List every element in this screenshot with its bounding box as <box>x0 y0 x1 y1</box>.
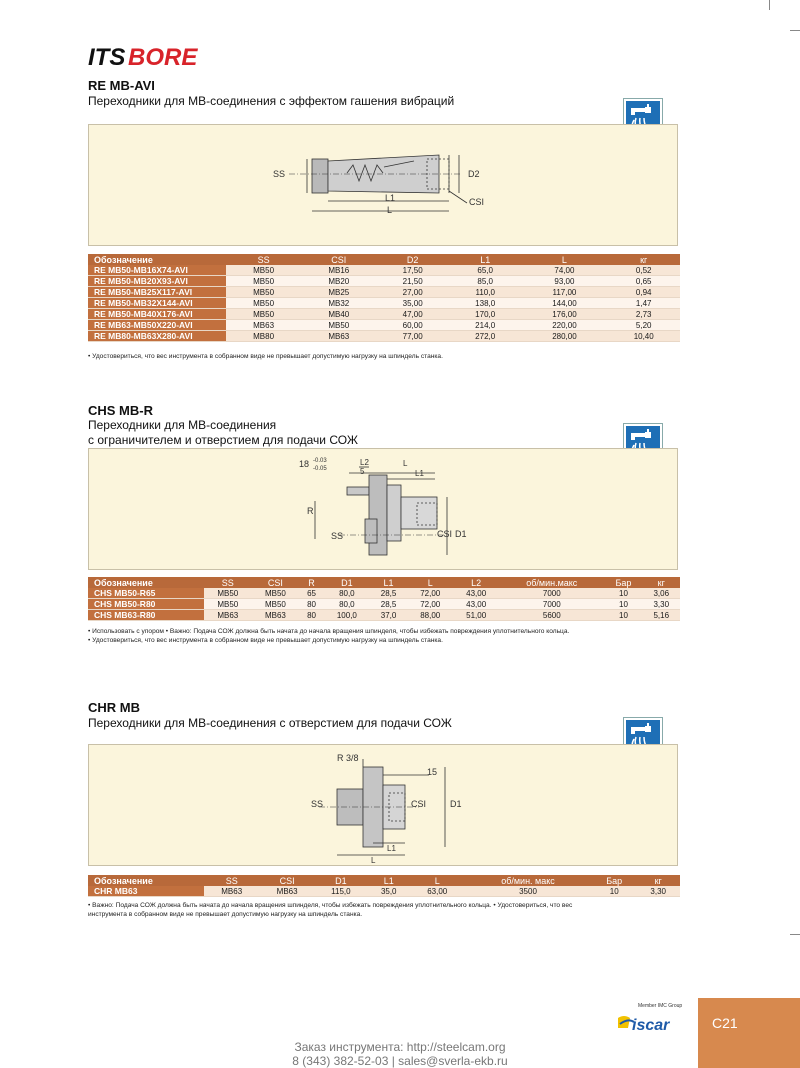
drawing-label-csi: CSI <box>469 197 485 207</box>
drawing-label-l1: L1 <box>385 193 396 203</box>
spec-table-chs <box>88 577 680 621</box>
table-row <box>88 320 680 331</box>
cell: 28,5 <box>370 588 407 599</box>
cell: MB20 <box>301 276 376 287</box>
col-header-d2: D2 <box>376 254 449 265</box>
drawing-label-d1: D1 <box>455 529 467 539</box>
cell: 65 <box>299 588 324 599</box>
drawing-label-15: 15 <box>427 767 438 777</box>
table-header-row <box>88 875 680 886</box>
table-row <box>88 265 680 276</box>
cell: 47,00 <box>376 309 449 320</box>
drawing-label-ss: SS <box>273 169 286 179</box>
cell: 80 <box>299 599 324 610</box>
col-header-l1: L1 <box>367 875 411 886</box>
cell: 5600 <box>499 610 604 621</box>
table-row <box>88 610 680 621</box>
cell: MB80 <box>226 331 301 342</box>
drawing-label-ss: SS <box>331 531 344 541</box>
drawing-label-r: R <box>307 506 314 516</box>
cell: MB50 <box>226 287 301 298</box>
cell: 74,00 <box>521 265 607 276</box>
footer-order-line: Заказ инструмента: http://steelcam.org <box>294 1040 506 1054</box>
cell: 72,00 <box>407 599 453 610</box>
cell: 10 <box>604 610 642 621</box>
cell: 280,00 <box>521 331 607 342</box>
cell: MB50 <box>226 265 301 276</box>
drawing-label-csi: CSI <box>411 799 427 809</box>
cell-designation: RE MB50-MB32X144-AVI <box>88 298 226 309</box>
col-header-csi: CSI <box>301 254 376 265</box>
col-header-kg: кг <box>643 577 681 588</box>
col-header-csi: CSI <box>259 875 314 886</box>
cell: 115,0 <box>315 886 367 897</box>
col-header-r: R <box>299 577 324 588</box>
section-code-chs: CHS MB-R <box>88 403 153 418</box>
cell: 0,94 <box>607 287 680 298</box>
cell: 220,00 <box>521 320 607 331</box>
cell: 85,0 <box>449 276 522 287</box>
cell: 2,73 <box>607 309 680 320</box>
cell-designation: RE MB50-MB20X93-AVI <box>88 276 226 287</box>
cell: MB63 <box>204 886 259 897</box>
cell: 3,30 <box>643 599 681 610</box>
cell: 93,00 <box>521 276 607 287</box>
drawing-label-r38: R 3/8 <box>337 753 359 763</box>
cell: 214,0 <box>449 320 522 331</box>
cell: 5,20 <box>607 320 680 331</box>
cell: MB50 <box>301 320 376 331</box>
table-row <box>88 599 680 610</box>
col-header-rpm: об/мин.макс <box>499 577 604 588</box>
cell: 63,00 <box>411 886 464 897</box>
spec-table-chr <box>88 875 680 897</box>
section-description-chs-line2: с ограничителем и отверстием для подачи СОЖ <box>88 433 358 447</box>
note-chs-line1: • Использовать с упором • Важно: Подача СОЖ должна быть начата до начала вращения шпинделя, чтобы избежать повреждения уплотнительного кольца. <box>88 628 570 635</box>
col-header-d1: D1 <box>324 577 370 588</box>
col-header-designation: Обозначение <box>88 577 204 588</box>
crop-mark <box>790 30 800 31</box>
cell: 10 <box>604 599 642 610</box>
col-header-bar: Бар <box>592 875 636 886</box>
table-row <box>88 886 680 897</box>
cell: 60,00 <box>376 320 449 331</box>
col-header-ss: SS <box>226 254 301 265</box>
cell: 80,0 <box>324 599 370 610</box>
note-chs-line2: • Удостовериться, что вес инструмента в собранном виде не превышает допустимую нагрузку на шпиндель станка. <box>88 637 443 644</box>
drawing-label-5: 5 <box>360 467 365 476</box>
note-re: • Удостовериться, что вес инструмента в собранном виде не превышает допустимую нагрузку на шпиндель станка. <box>88 353 443 360</box>
table-row <box>88 287 680 298</box>
cell: 138,0 <box>449 298 522 309</box>
cell: 28,5 <box>370 599 407 610</box>
col-header-rpm: об/мин. макс <box>464 875 592 886</box>
col-header-kg: кг <box>636 875 680 886</box>
cell-designation: CHS MB63-R80 <box>88 610 204 621</box>
cell: 37,0 <box>370 610 407 621</box>
table-row <box>88 309 680 320</box>
cell: 43,00 <box>453 599 499 610</box>
iscar-tagline: Member IMC Group <box>638 1003 683 1009</box>
col-header-l2: L2 <box>453 577 499 588</box>
drawing-label-l: L <box>371 856 376 865</box>
cell: MB50 <box>226 309 301 320</box>
section-description-chr: Переходники для МВ-соединения с отверстием для подачи СОЖ <box>88 716 452 730</box>
cell: 7000 <box>499 599 604 610</box>
page-number: C21 <box>712 1015 738 1031</box>
crop-mark <box>769 0 770 10</box>
col-header-csi: CSI <box>252 577 300 588</box>
cell: 5,16 <box>643 610 681 621</box>
drawing-label-d1: D1 <box>450 799 462 809</box>
iscar-logo <box>616 1004 684 1034</box>
cell: 27,00 <box>376 287 449 298</box>
table-header-row <box>88 254 680 265</box>
cell: MB50 <box>204 588 252 599</box>
note-chr-line1: • Важно: Подача СОЖ должна быть начата до начала вращения шпинделя, чтобы избежать повреждения уплотнительного кольца. • Удостовериться, что вес <box>88 902 573 909</box>
cell: 35,0 <box>367 886 411 897</box>
drawing-label-l: L <box>387 205 393 215</box>
cell: MB25 <box>301 287 376 298</box>
cell: 0,52 <box>607 265 680 276</box>
footer-contact-line: 8 (343) 382-52-03 | sales@sverla-ekb.ru <box>292 1054 508 1068</box>
cell: 110,0 <box>449 287 522 298</box>
cell: MB32 <box>301 298 376 309</box>
cell: 80,0 <box>324 588 370 599</box>
cell: MB63 <box>301 331 376 342</box>
col-header-bar: Бар <box>604 577 642 588</box>
cell: MB16 <box>301 265 376 276</box>
drawing-label-l2: L2 <box>360 458 369 467</box>
note-chr-line2: инструмента в собранном виде не превышает допустимую нагрузку на шпиндель станка. <box>88 911 363 918</box>
col-header-ss: SS <box>204 577 252 588</box>
cell: 43,00 <box>453 588 499 599</box>
section-code-chr: CHR MB <box>88 700 140 715</box>
table-row <box>88 588 680 599</box>
cell: MB50 <box>252 599 300 610</box>
crop-mark <box>790 934 800 935</box>
cell: 3,30 <box>636 886 680 897</box>
cell: 10,40 <box>607 331 680 342</box>
table-row <box>88 331 680 342</box>
cell: MB50 <box>226 276 301 287</box>
cell: 72,00 <box>407 588 453 599</box>
cell: 10 <box>592 886 636 897</box>
cell-designation: CHS MB50-R80 <box>88 599 204 610</box>
col-header-l: L <box>407 577 453 588</box>
drawing-chr <box>88 744 678 866</box>
cell: 80 <box>299 610 324 621</box>
cell: 100,0 <box>324 610 370 621</box>
drawing-label-tol-upper: -0.03 <box>313 458 327 464</box>
drawing-label-l: L <box>403 459 408 468</box>
cell: MB50 <box>252 588 300 599</box>
col-header-l: L <box>521 254 607 265</box>
cell: 176,00 <box>521 309 607 320</box>
cell: MB63 <box>259 886 314 897</box>
cell: MB50 <box>204 599 252 610</box>
cell: 65,0 <box>449 265 522 276</box>
col-header-d1: D1 <box>315 875 367 886</box>
cell: MB63 <box>226 320 301 331</box>
cell: 35,00 <box>376 298 449 309</box>
cell: 170,0 <box>449 309 522 320</box>
cell: 144,00 <box>521 298 607 309</box>
drawing-label-tol: 18 <box>299 459 310 469</box>
cell: 0,65 <box>607 276 680 287</box>
cell: 77,00 <box>376 331 449 342</box>
itsbore-logo <box>88 44 212 70</box>
cell: 3500 <box>464 886 592 897</box>
cell-designation: RE MB80-MB63X280-AVI <box>88 331 226 342</box>
drawing-label-d2: D2 <box>468 169 480 179</box>
drawing-label-l1: L1 <box>415 469 424 478</box>
table-row <box>88 276 680 287</box>
cell: MB40 <box>301 309 376 320</box>
drawing-label-tol-lower: -0.05 <box>313 466 327 472</box>
table-header-row <box>88 577 680 588</box>
cell: 272,0 <box>449 331 522 342</box>
logo-its-part: ITS <box>88 44 126 70</box>
col-header-l1: L1 <box>449 254 522 265</box>
col-header-designation: Обозначение <box>88 875 204 886</box>
cell: MB63 <box>204 610 252 621</box>
iscar-logo-text: iscar <box>632 1017 670 1034</box>
drawing-label-l1: L1 <box>387 844 396 853</box>
col-header-designation: Обозначение <box>88 254 226 265</box>
cell-designation: RE MB50-MB25X117-AVI <box>88 287 226 298</box>
col-header-l: L <box>411 875 464 886</box>
cell: 7000 <box>499 588 604 599</box>
cell-designation: CHS MB50-R65 <box>88 588 204 599</box>
cell: 51,00 <box>453 610 499 621</box>
drawing-label-csi: CSI <box>437 529 453 539</box>
cell-designation: RE MB63-MB50X220-AVI <box>88 320 226 331</box>
section-description-chs-line1: Переходники для МВ-соединения <box>88 418 277 432</box>
cell: 3,06 <box>643 588 681 599</box>
drawing-label-ss: SS <box>311 799 324 809</box>
cell-designation: RE MB50-MB40X176-AVI <box>88 309 226 320</box>
cell: 10 <box>604 588 642 599</box>
col-header-l1: L1 <box>370 577 407 588</box>
spec-table-re <box>88 254 680 342</box>
cell: 117,00 <box>521 287 607 298</box>
cell: MB63 <box>252 610 300 621</box>
cell: 21,50 <box>376 276 449 287</box>
section-code-re: RE MB-AVI <box>88 78 155 93</box>
cell: MB50 <box>226 298 301 309</box>
section-description-re: Переходники для МВ-соединения с эффектом гашения вибраций <box>88 94 455 108</box>
table-row <box>88 298 680 309</box>
col-header-kg: кг <box>607 254 680 265</box>
drawing-chs <box>88 448 678 570</box>
cell: 17,50 <box>376 265 449 276</box>
cell-designation: RE MB50-MB16X74-AVI <box>88 265 226 276</box>
cell: 88,00 <box>407 610 453 621</box>
cell: 1,47 <box>607 298 680 309</box>
cell-designation: CHR MB63 <box>88 886 204 897</box>
logo-bore-part: BORE <box>128 44 198 70</box>
col-header-ss: SS <box>204 875 259 886</box>
drawing-re <box>88 124 678 246</box>
